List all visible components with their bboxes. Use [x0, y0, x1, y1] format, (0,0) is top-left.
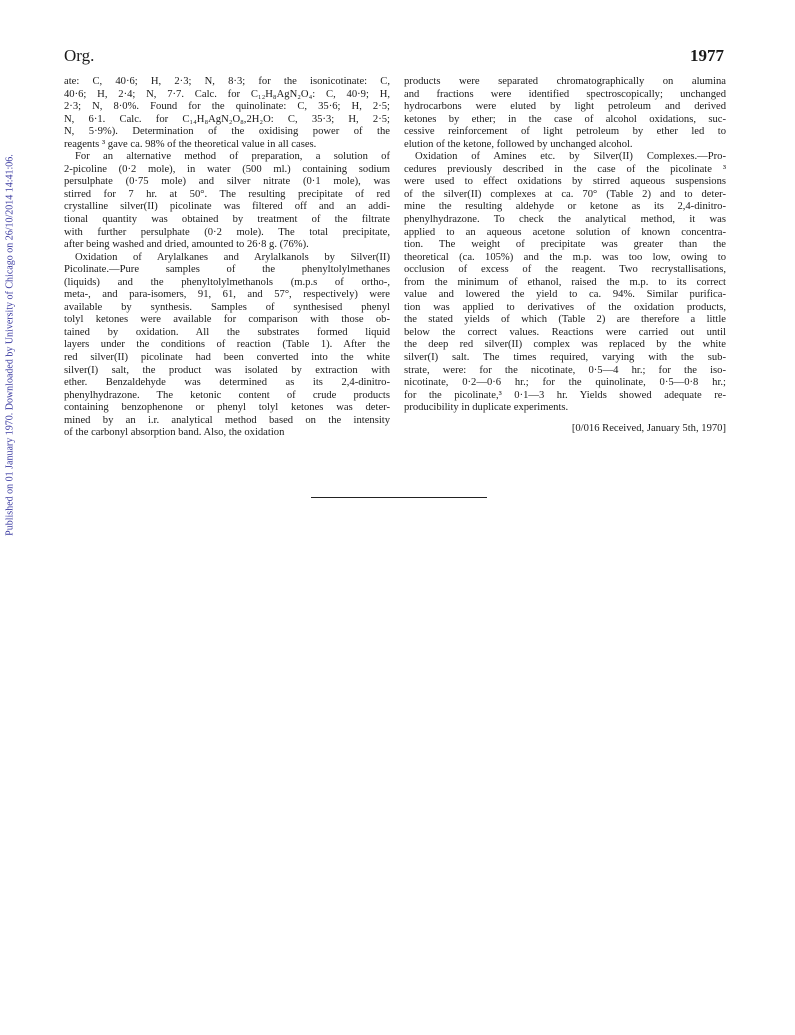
received-date-note: [0/016 Received, January 5th, 1970]	[571, 422, 726, 434]
text-line: 2-picoline (0·2 mole), in water (500 ml.) containing sodium	[64, 163, 390, 175]
text-line: products were separated chromatographically on alumina	[404, 76, 726, 87]
text-line: persulphate (0·75 mole) and silver nitrate (0·1 mole), was	[64, 176, 390, 188]
text-line: containing benzophenone or phenyl tolyl ketones was deter-	[64, 402, 390, 414]
text-line: ate: C, 40·6; H, 2·3; N, 8·3; for the isonicotinate: C,	[64, 76, 390, 87]
journal-section-header: Org.	[64, 46, 95, 65]
text-line: after being washed and dried, amounted to 26·8 g. (76%).	[64, 239, 309, 251]
text-line: phenylhydrazone. The ketonic content of crude products	[64, 389, 390, 401]
text-line: tion. The weight of precipitate was greater than the	[404, 239, 726, 251]
text-line: (liquids) and the phenyltolylmethanols (m.p.s of ortho-,	[64, 276, 390, 288]
text-line: layers under the conditions of reaction (Table 1). After the	[64, 339, 390, 351]
text-line: tained by oxidation. All the substrates formed liquid	[64, 326, 390, 338]
text-line: from the minimum of ethanol, raised the m.p. to its correct	[404, 276, 726, 288]
text-line: elution of the ketone, followed by unchanged alcohol.	[404, 138, 633, 150]
download-watermark	[2, 0, 18, 1035]
text-line: of the carbonyl absorption band. Also, the oxidation	[64, 427, 285, 439]
text-line: nicotinate, 0·2—0·6 hr.; for the quinolinate, 0·5—0·8 hr.;	[404, 377, 726, 389]
text-line: tional quantity was obtained by treatment of the filtrate	[64, 214, 390, 226]
text-line: N, 5·9%). Determination of the oxidising power of the	[64, 126, 390, 138]
text-line: Picolinate.—Pure samples of the phenyltolylmethanes	[64, 264, 390, 276]
right-text-column	[404, 76, 726, 435]
text-line: N, 6·1. Calc. for C₁₄H₈AgN₂O₈,2H₂O: C, 35·3; H, 2·5;	[64, 113, 390, 125]
text-line: mined by an i.r. analytical method based on the intensity	[64, 414, 390, 426]
text-line: available by synthesis. Samples of synthesised phenyl	[64, 301, 390, 313]
text-line: and fractions were identified spectroscopically; unchanged	[404, 88, 726, 100]
text-line: meta-, and para-isomers, 91, 61, and 57°, respectively) were	[64, 289, 390, 301]
text-line: with further persulphate (0·2 mole). The total precipitate,	[64, 226, 390, 238]
end-rule	[311, 497, 487, 498]
left-text-column	[64, 76, 390, 440]
text-line: red silver(II) picolinate had been converted into the white	[64, 352, 390, 364]
text-line: the stated yields of which (Table 2) are therefore a little	[404, 314, 726, 326]
text-line: tion was applied to derivatives of the oxidation products,	[404, 301, 726, 313]
text-line: reagents ³ gave ca. 98% of the theoretical value in all cases.	[64, 138, 317, 150]
text-line: Oxidation of Amines etc. by Silver(II) Complexes.—Pro-	[415, 151, 726, 163]
text-line: phenylhydrazone. To check the analytical method, it was	[404, 214, 726, 226]
text-line: Oxidation of Arylalkanes and Arylalkanols by Silver(II)	[75, 251, 390, 263]
text-line: of the silver(II) complexes at ca. 70° (Table 2) and to deter-	[404, 188, 726, 200]
text-line: mine the resulting aldehyde or ketone as its 2,4-dinitro-	[404, 201, 726, 213]
text-line: 40·6; H, 2·4; N, 7·7. Calc. for C₁₂H₈AgN₂O₄: C, 40·9; H,	[64, 88, 390, 100]
text-line: producibility in duplicate experiments.	[404, 402, 569, 414]
text-line: below the correct values. Reactions were carried out until	[404, 326, 726, 338]
text-line: 2·3; N, 8·0%. Found for the quinolinate: C, 35·6; H, 2·5;	[64, 101, 390, 113]
text-line: for the picolinate,³ 0·1—3 hr. Yields showed adequate re-	[404, 389, 726, 401]
text-line: tolyl ketones were available for comparison with those ob-	[64, 314, 390, 326]
text-line: theoretical (ca. 105%) and the m.p. was too low, owing to	[404, 251, 726, 263]
text-line: occlusion of excess of the reagent. Two recrystallisations,	[404, 264, 726, 276]
text-line: were used to effect oxidations by stirred aqueous suspensions	[404, 176, 726, 188]
page-number: 1977	[690, 46, 724, 65]
text-line: value and lowered the yield to ca. 94%. Similar purifica-	[404, 289, 726, 301]
text-line: cessive reinforcement of light petroleum by ether led to	[404, 126, 726, 138]
text-line: silver(I) salt. The times required, varying with the sub-	[404, 352, 726, 364]
text-line: For an alternative method of preparation, a solution of	[75, 151, 390, 163]
text-line: the deep red silver(II) complex was replaced by the white	[404, 339, 726, 351]
text-line: hydrocarbons were eluted by light petroleum and derived	[404, 101, 726, 113]
text-line: stirred for 7 hr. at 50°. The resulting precipitate of red	[64, 188, 390, 200]
text-line: strate, were: for the nicotinate, 0·5—4 hr.; for the iso-	[404, 364, 726, 376]
text-line: ketones by ether; in the case of alcohol oxidations, suc-	[404, 113, 726, 125]
text-line: ether. Benzaldehyde was determined as its 2,4-dinitro-	[64, 377, 390, 389]
text-line: silver(I) salt, the product was isolated by extraction with	[64, 364, 390, 376]
text-line: cedures previously described in the case of the picolinate ³	[404, 163, 726, 175]
download-watermark-text: Published on 01 January 1970. Downloaded by University of Chicago on 26/10/2014 14:41:06.	[4, 154, 16, 536]
text-line: crystalline silver(II) picolinate was filtered off and an addi-	[64, 201, 390, 213]
text-line: applied to an aqueous acetone solution of known concentra-	[404, 226, 726, 238]
